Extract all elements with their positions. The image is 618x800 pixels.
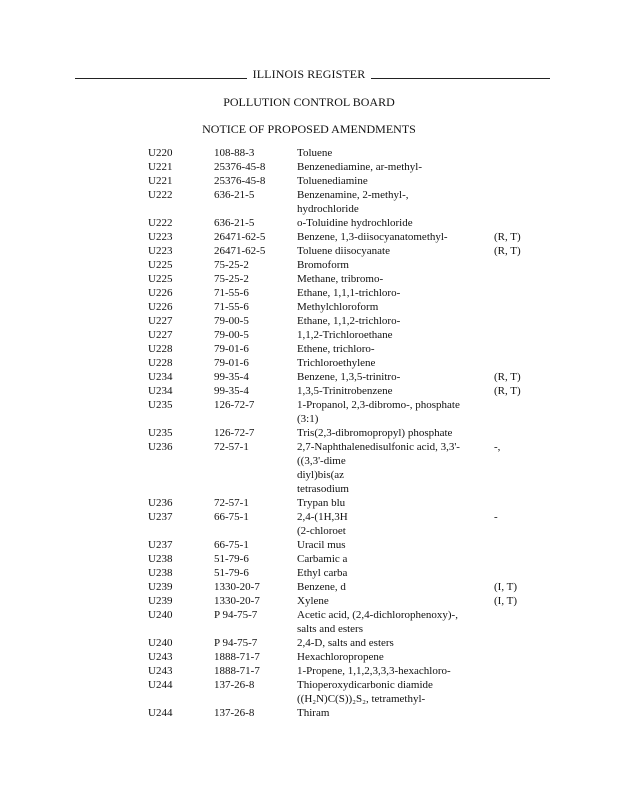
substance-name-line: Carbamic a xyxy=(297,553,348,565)
substance-name-line: 2,4-(1H,3H xyxy=(297,511,348,523)
table-row xyxy=(0,300,618,314)
cas-number: 126-72-7 xyxy=(214,399,255,411)
table-row xyxy=(0,706,618,720)
substance-name xyxy=(297,342,487,356)
substance-name xyxy=(297,608,487,636)
table-row xyxy=(0,580,618,594)
hazard-code: (I, T) xyxy=(494,595,518,607)
cas-number: 99-35-4 xyxy=(214,371,249,383)
substance-name xyxy=(297,286,487,300)
substance-name xyxy=(297,496,487,510)
substance-name-line: (2-chloroet xyxy=(297,525,346,537)
waste-code: U236 xyxy=(148,441,173,453)
table-row xyxy=(0,370,618,384)
cas-number: 137-26-8 xyxy=(214,707,255,719)
substance-name xyxy=(297,678,487,706)
waste-code: U220 xyxy=(148,147,173,159)
waste-code: U226 xyxy=(148,301,173,313)
waste-code: U221 xyxy=(148,175,173,187)
waste-code: U227 xyxy=(148,315,173,327)
substance-name-line: salts and esters xyxy=(297,623,363,635)
substance-name-line: Trichloroethylene xyxy=(297,357,376,369)
substance-name-line: Ethyl carba xyxy=(297,567,348,579)
substance-name-line: Ethene, trichloro- xyxy=(297,343,375,355)
substance-name-line: Xylene xyxy=(297,595,329,607)
substance-name xyxy=(297,244,487,258)
waste-code: U244 xyxy=(148,707,173,719)
cas-number: P 94-75-7 xyxy=(214,609,258,621)
substance-name-line: Benzenediamine, ar-methyl- xyxy=(297,161,423,173)
cas-number: 126-72-7 xyxy=(214,427,255,439)
substance-name-line: Methylchloroform xyxy=(297,301,379,313)
table-row xyxy=(0,552,618,566)
substance-name-line: diyl)bis(az xyxy=(297,469,345,481)
cas-number: 1888-71-7 xyxy=(214,665,260,677)
table-row xyxy=(0,566,618,580)
table-row xyxy=(0,538,618,552)
substance-name xyxy=(297,426,487,440)
table-row xyxy=(0,398,618,426)
waste-code: U234 xyxy=(148,385,173,397)
hazardous-waste-table xyxy=(0,146,618,720)
cas-number: 26471-62-5 xyxy=(214,245,266,257)
waste-code: U243 xyxy=(148,665,173,677)
cas-number: 71-55-6 xyxy=(214,287,249,299)
waste-code: U223 xyxy=(148,231,173,243)
table-row xyxy=(0,258,618,272)
substance-name-line: Benzene, d xyxy=(297,581,346,593)
table-row xyxy=(0,440,618,496)
substance-name-line: Ethane, 1,1,1-trichloro- xyxy=(297,287,401,299)
substance-name-line: Tris(2,3-dibromopropyl) phosphate xyxy=(297,427,453,439)
waste-code: U225 xyxy=(148,259,173,271)
table-row xyxy=(0,328,618,342)
substance-name-line: Uracil mus xyxy=(297,539,346,551)
waste-code: U238 xyxy=(148,553,173,565)
substance-name-line: (3:1) xyxy=(297,413,319,425)
substance-name-line: Ethane, 1,1,2-trichloro- xyxy=(297,315,401,327)
substance-name xyxy=(297,230,487,244)
waste-code: U222 xyxy=(148,217,173,229)
substance-name-line: 1,3,5-Trinitrobenzene xyxy=(297,385,393,397)
hazard-code: -, xyxy=(494,441,501,453)
waste-code: U235 xyxy=(148,427,173,439)
substance-name xyxy=(297,272,487,286)
table-row xyxy=(0,594,618,608)
substance-name-line: Benzene, 1,3-diisocyanatomethyl- xyxy=(297,231,448,243)
table-row xyxy=(0,608,618,636)
cas-number: 66-75-1 xyxy=(214,539,249,551)
cas-number: 26471-62-5 xyxy=(214,231,266,243)
cas-number: 75-25-2 xyxy=(214,259,249,271)
substance-name-line: Methane, tribromo- xyxy=(297,273,384,285)
table-row xyxy=(0,230,618,244)
table-row xyxy=(0,356,618,370)
hazard-code: (R, T) xyxy=(494,371,521,383)
table-row xyxy=(0,384,618,398)
cas-number: 636-21-5 xyxy=(214,217,255,229)
cas-number: 79-01-6 xyxy=(214,343,249,355)
table-row xyxy=(0,188,618,216)
substance-name-line: Benzenamine, 2-methyl-, xyxy=(297,189,409,201)
substance-name-line: Toluene diisocyanate xyxy=(297,245,391,257)
table-row xyxy=(0,426,618,440)
substance-name xyxy=(297,174,487,188)
waste-code: U243 xyxy=(148,651,173,663)
waste-code: U227 xyxy=(148,329,173,341)
substance-name-line: ((3,3'-dime xyxy=(297,455,346,467)
waste-code: U237 xyxy=(148,539,173,551)
waste-code: U240 xyxy=(148,609,173,621)
substance-name xyxy=(297,664,487,678)
cas-number: 636-21-5 xyxy=(214,189,255,201)
substance-name xyxy=(297,314,487,328)
substance-name xyxy=(297,188,487,216)
substance-name xyxy=(297,440,487,496)
substance-name-line: hydrochloride xyxy=(297,203,359,215)
register-title: ILLINOIS REGISTER xyxy=(0,67,618,82)
table-row xyxy=(0,216,618,230)
waste-code: U239 xyxy=(148,581,173,593)
cas-number: 66-75-1 xyxy=(214,511,249,523)
substance-name xyxy=(297,258,487,272)
table-row xyxy=(0,510,618,538)
waste-code: U228 xyxy=(148,343,173,355)
hazard-code: (R, T) xyxy=(494,245,521,257)
substance-name xyxy=(297,510,487,538)
table-row xyxy=(0,636,618,650)
substance-name-line: 1-Propene, 1,1,2,3,3,3-hexachloro- xyxy=(297,665,451,677)
substance-name xyxy=(297,328,487,342)
waste-code: U238 xyxy=(148,567,173,579)
cas-number: P 94-75-7 xyxy=(214,637,258,649)
waste-code: U235 xyxy=(148,399,173,411)
waste-code: U222 xyxy=(148,189,173,201)
substance-name xyxy=(297,580,487,594)
waste-code: U236 xyxy=(148,497,173,509)
cas-number: 79-01-6 xyxy=(214,357,249,369)
notice-title: NOTICE OF PROPOSED AMENDMENTS xyxy=(202,122,416,136)
waste-code: U225 xyxy=(148,273,173,285)
waste-code: U237 xyxy=(148,511,173,523)
board-title: POLLUTION CONTROL BOARD xyxy=(223,95,395,109)
substance-name xyxy=(297,300,487,314)
substance-name xyxy=(297,384,487,398)
substance-name xyxy=(297,706,487,720)
table-row xyxy=(0,678,618,706)
cas-number: 108-88-3 xyxy=(214,147,255,159)
cas-number: 25376-45-8 xyxy=(214,175,266,187)
cas-number: 1888-71-7 xyxy=(214,651,260,663)
waste-code: U234 xyxy=(148,371,173,383)
substance-name-line: Acetic acid, (2,4-dichlorophenoxy)-, xyxy=(297,609,458,621)
waste-code: U239 xyxy=(148,595,173,607)
hazard-code: (I, T) xyxy=(494,581,518,593)
cas-number: 99-35-4 xyxy=(214,385,249,397)
substance-name xyxy=(297,636,487,650)
substance-name-line: Thiram xyxy=(297,707,330,719)
substance-name xyxy=(297,650,487,664)
substance-name-line: 1,1,2-Trichloroethane xyxy=(297,329,393,341)
waste-code: U240 xyxy=(148,637,173,649)
table-row xyxy=(0,286,618,300)
substance-name xyxy=(297,216,487,230)
table-row xyxy=(0,160,618,174)
cas-number: 1330-20-7 xyxy=(214,595,260,607)
substance-name xyxy=(297,552,487,566)
substance-name-line: Trypan blu xyxy=(297,497,346,509)
table-row xyxy=(0,146,618,160)
table-row xyxy=(0,342,618,356)
cas-number: 51-79-6 xyxy=(214,567,249,579)
substance-name-line: Hexachloropropene xyxy=(297,651,384,663)
cas-number: 71-55-6 xyxy=(214,301,249,313)
substance-name-line: 1-Propanol, 2,3-dibromo-, phosphate xyxy=(297,399,460,411)
substance-name xyxy=(297,538,487,552)
hazard-code: (R, T) xyxy=(494,385,521,397)
table-row xyxy=(0,244,618,258)
substance-name xyxy=(297,566,487,580)
table-row xyxy=(0,664,618,678)
cas-number: 137-26-8 xyxy=(214,679,255,691)
table-row xyxy=(0,272,618,286)
substance-name-line: Thioperoxydicarbonic diamide xyxy=(297,679,433,691)
hazard-code: - xyxy=(494,511,498,523)
cas-number: 72-57-1 xyxy=(214,497,249,509)
substance-name-line: Toluenediamine xyxy=(297,175,368,187)
cas-number: 75-25-2 xyxy=(214,273,249,285)
substance-name-line: Bromoform xyxy=(297,259,349,271)
waste-code: U226 xyxy=(148,287,173,299)
substance-name xyxy=(297,146,487,160)
table-row xyxy=(0,496,618,510)
substance-name-line: tetrasodium xyxy=(297,483,349,495)
substance-name-line: ((H₂N)C(S))₂S₂, tetramethyl- xyxy=(297,693,426,705)
waste-code: U223 xyxy=(148,245,173,257)
cas-number: 51-79-6 xyxy=(214,553,249,565)
waste-code: U228 xyxy=(148,357,173,369)
substance-name-line: o-Toluidine hydrochloride xyxy=(297,217,413,229)
cas-number: 79-00-5 xyxy=(214,329,249,341)
hazard-code: (R, T) xyxy=(494,231,521,243)
substance-name-line: 2,4-D, salts and esters xyxy=(297,637,394,649)
substance-name-line: Toluene xyxy=(297,147,333,159)
substance-name xyxy=(297,398,487,426)
table-row xyxy=(0,314,618,328)
cas-number: 72-57-1 xyxy=(214,441,249,453)
waste-code: U221 xyxy=(148,161,173,173)
substance-name xyxy=(297,160,487,174)
substance-name xyxy=(297,594,487,608)
substance-name xyxy=(297,356,487,370)
substance-name-line: 2,7-Naphthalenedisulfonic acid, 3,3'- xyxy=(297,441,460,453)
table-row xyxy=(0,650,618,664)
cas-number: 25376-45-8 xyxy=(214,161,266,173)
substance-name-line: Benzene, 1,3,5-trinitro- xyxy=(297,371,401,383)
substance-name xyxy=(297,370,487,384)
table-row xyxy=(0,174,618,188)
waste-code: U244 xyxy=(148,679,173,691)
cas-number: 79-00-5 xyxy=(214,315,249,327)
cas-number: 1330-20-7 xyxy=(214,581,260,593)
